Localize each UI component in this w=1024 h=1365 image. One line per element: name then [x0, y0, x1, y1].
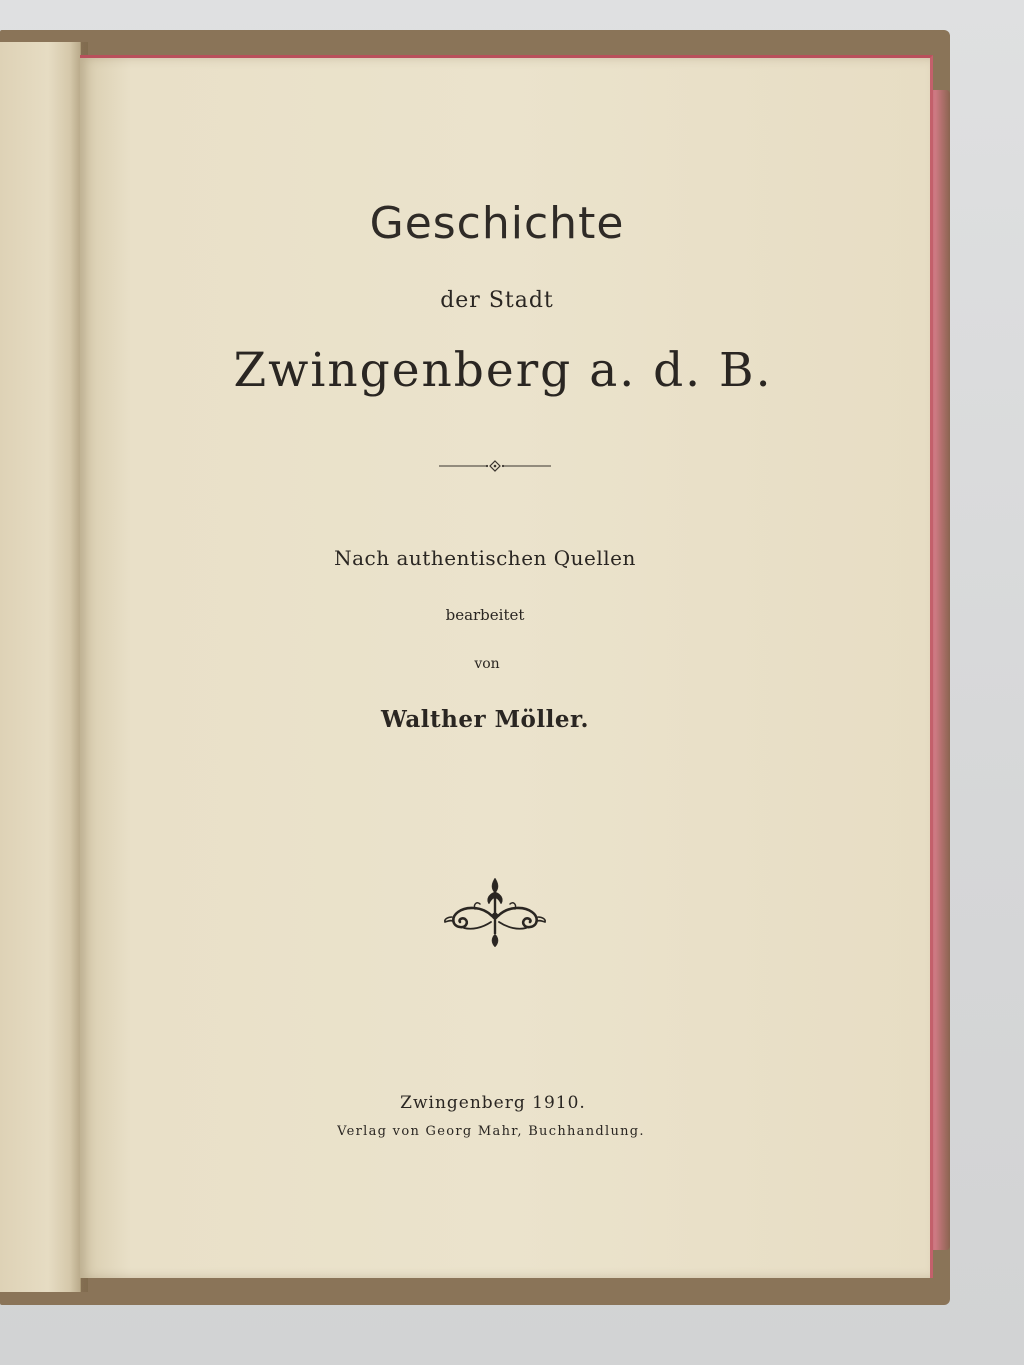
by-label: von — [474, 656, 500, 672]
fleuron-ornament-icon — [442, 876, 548, 950]
edited-label: bearbeitet — [445, 606, 525, 624]
title-page — [80, 55, 933, 1278]
divider-ornament — [437, 458, 553, 474]
publisher-line: Verlag von Georg Mahr, Buchhandlung. — [337, 1124, 645, 1139]
imprint-place-year: Zwingenberg 1910. — [400, 1093, 586, 1113]
book-subtitle: der Stadt — [440, 288, 554, 313]
place-name: Zwingenberg a. d. B. — [233, 343, 773, 398]
source-note: Nach authentischen Quellen — [334, 546, 636, 570]
book-title: Geschichte — [369, 198, 625, 249]
author-name: Walther Möller. — [381, 706, 589, 733]
